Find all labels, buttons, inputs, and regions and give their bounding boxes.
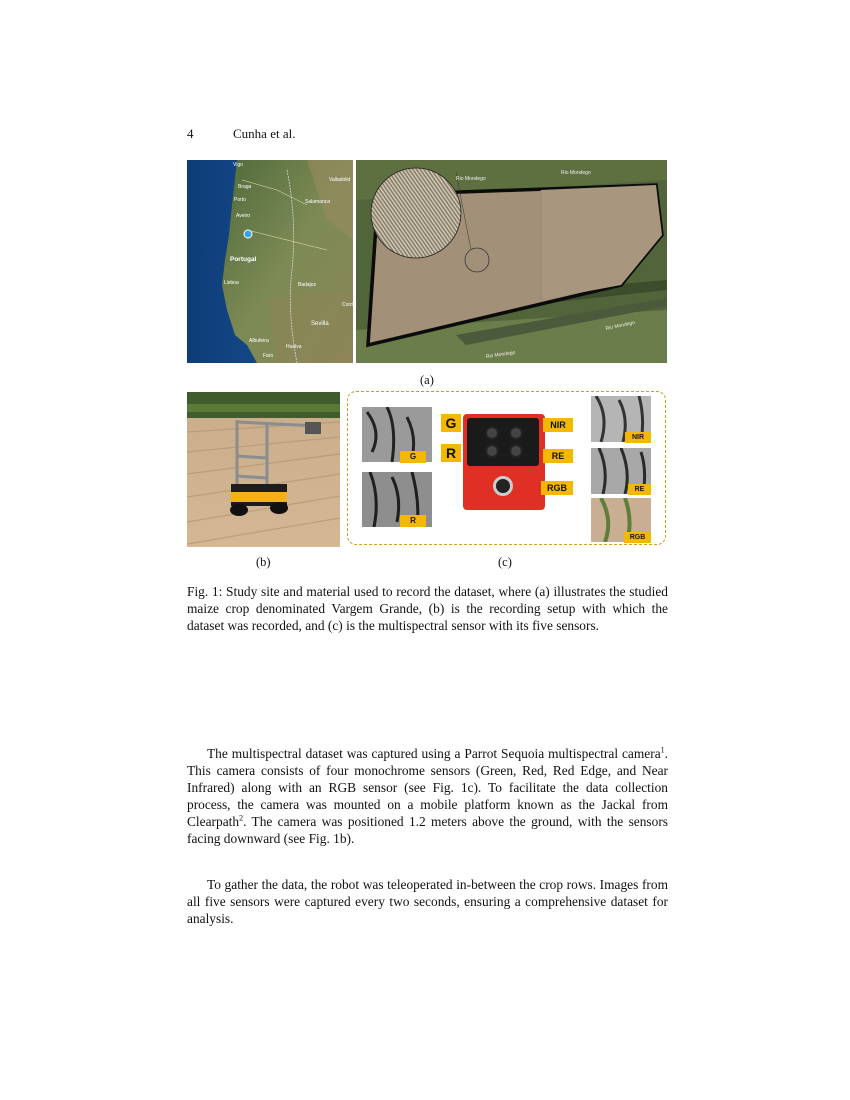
- map-label-salamanca: Salamanca: [305, 199, 331, 205]
- map-label-braga: Braga: [238, 184, 252, 190]
- footnote-ref-1: 1: [660, 745, 665, 755]
- map-label-faro: Faro: [263, 353, 274, 359]
- running-head: [187, 126, 295, 142]
- lens-r: [485, 444, 499, 458]
- paragraph-1: [187, 745, 668, 847]
- tag-rgb: RGB: [541, 481, 573, 495]
- figure-map-portugal: [187, 160, 353, 363]
- subfigure-label-c: (c): [498, 555, 512, 569]
- tag-g-small: G: [400, 451, 426, 463]
- tag-rgb-small: RGB: [624, 532, 651, 543]
- subfigure-label-b: (b): [256, 555, 271, 569]
- map-label-portugal: Portugal: [230, 256, 257, 263]
- tag-nir-small: NIR: [625, 432, 651, 443]
- figure-multispectral-sensor: [347, 391, 666, 545]
- robot-image: [187, 392, 340, 547]
- map-label-vigo: Vigo: [233, 162, 243, 168]
- tag-r-big: R: [441, 444, 461, 462]
- para1-text-c: . The camera was positioned 1.2 meters above the ground, with the sensors facing downward (see Fig. 1b).: [187, 814, 668, 846]
- lens-re: [509, 444, 523, 458]
- map-label-lisboa: Lisboa: [224, 280, 239, 286]
- figure-caption: Fig. 1: Study site and material used to record the dataset, where (a) illustrates the studied maize crop denominated Vargem Grande, (b) is the recording setup with which the dataset was recorded, and (c) is the multispectral sensor with its five sensors.: [187, 584, 668, 633]
- river-label-4: Rio Mondego: [485, 349, 516, 360]
- page-number: 4: [187, 126, 194, 141]
- river-label-3: Rio Mondego: [605, 319, 636, 332]
- para1-text-a: The multispectral dataset was captured using a Parrot Sequoia multispectral camera: [207, 746, 661, 761]
- map-label-huelva: Huelva: [286, 344, 302, 350]
- satellite-image: [356, 160, 667, 363]
- map-label-sevilla: Sevilla: [311, 321, 329, 327]
- map-label-aveiro: Aveiro: [236, 213, 251, 219]
- footnote-ref-2: 2: [239, 813, 244, 823]
- figure-robot-setup: [187, 392, 340, 547]
- tag-re: RE: [543, 449, 573, 463]
- map-label-valladolid: Valladolid: [329, 177, 351, 183]
- subfigure-label-a: (a): [420, 373, 434, 387]
- tag-r-small: R: [400, 515, 426, 527]
- camera-body: [463, 414, 545, 510]
- river-label-1: Rio Mondego: [456, 176, 486, 182]
- map-label-porto: Porto: [234, 197, 246, 203]
- river-label-2: Rio Mondego: [561, 170, 591, 176]
- paragraph-2: [187, 876, 668, 927]
- lens-rgb: [493, 476, 513, 496]
- map-label-cordoba: Cord: [342, 302, 353, 308]
- running-head-authors: Cunha et al.: [233, 126, 296, 141]
- para1-text-b: . This camera consists of four monochrome sensors (Green, Red, Red Edge, and Near Infrared) along with an RGB sensor (see Fig. 1c). To facilitate the data collection process, the camera was mounted on a mobile platform known as the Jackal from Clearpath: [187, 746, 668, 829]
- lens-nir: [509, 426, 523, 440]
- tag-nir: NIR: [543, 418, 573, 432]
- tag-g-big: G: [441, 414, 461, 432]
- map-label-badajoz: Badajoz: [298, 282, 317, 288]
- camera-lens-panel: [467, 418, 539, 466]
- figure-satellite-field: [356, 160, 667, 363]
- tag-re-small: RE: [628, 484, 651, 495]
- lens-g: [485, 426, 499, 440]
- map-image: [187, 160, 353, 363]
- map-label-albufeira: Albufeira: [249, 338, 269, 344]
- para2-text: To gather the data, the robot was teleoperated in-between the crop rows. Images from all five sensors were captured every two seconds, ensuring a comprehensive dataset for analysis.: [187, 877, 668, 926]
